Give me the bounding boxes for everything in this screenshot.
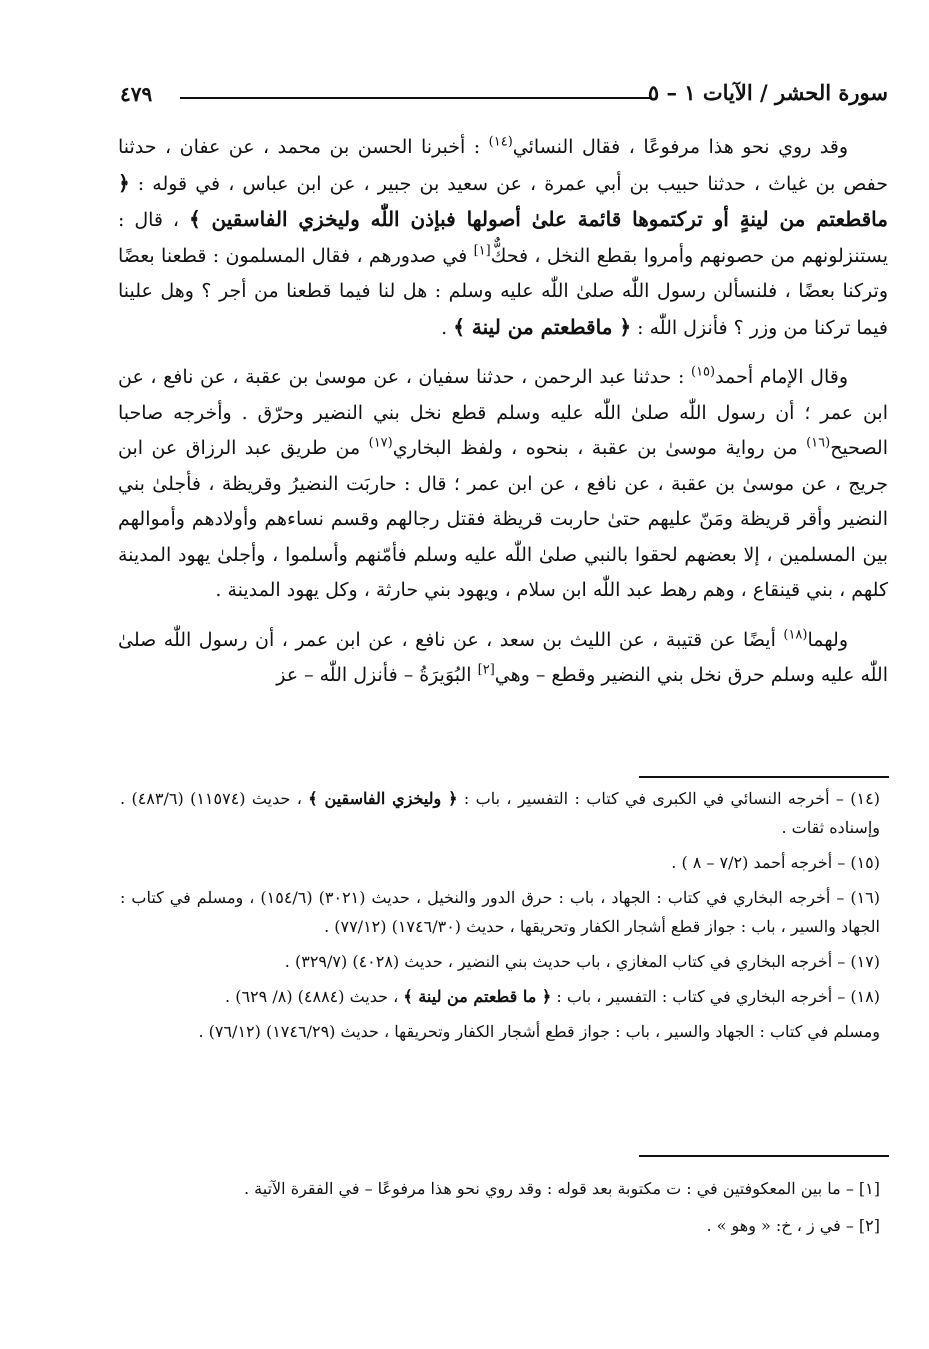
text-run: ومسلم في كتاب : الجهاد والسير ، باب : جواز قطع أشجار الكفار وتحريقها ، حديث (١٧٤٦/٢٩) (٧٦/١٢) . [198,1022,880,1041]
text-run: من رواية موسىٰ بن عقبة ، بنحوه ، ولفظ البخاري [392,437,807,459]
textual-variants [120,1174,880,1248]
header-rule [180,97,650,99]
text-run: (١٧) – أخرجه البخاري في كتاب المغازي ، باب حديث بني النضير ، حديث (٤٠٢٨) (٣٢٩/٧) . [284,952,880,971]
text-run: (١٦) – أخرجه البخاري في كتاب : الجهاد ، باب : حرق الدور والنخيل ، حديث (٣٠٢١) (١٥٤/٦) ، ومسلم في كتاب : الجهاد والسير ، باب : جواز قطع أشجار الكفار وتحريقها ، حديث (١٧٤٦/٣٠) (٧٧/١٢) . [120,888,881,936]
text-run: (١٤) – أخرجه النسائي في الكبرى في كتاب : التفسير ، باب : [457,789,880,808]
footnote [120,1017,880,1046]
quran-verse: ﴿ وليخزي الفاسقين ﴾ [308,789,458,808]
text-run: : حدثنا عبد الرحمن ، حدثنا سفيان ، عن موسىٰ بن عقبة ، عن نافع ، عن ابن عمر ؛ أن رسول اللّٰه صلىٰ اللّٰه عليه وسلم قطع نخل بني النضير وحرّق . وأخرجه صاحبا الصحيح [118,366,889,459]
surah-title: سورة الحشر / الآيات ١ – ٥ [647,80,888,105]
paragraph [118,623,888,694]
variant-note: [٢] – في ز ، خ: « وهو » . [706,1216,880,1235]
quran-verse: ﴿ ماقطعتم من لينةٍ أو تركتموها قائمة علىٰ أصولها فبإذن اللّٰه وليخزي الفاسقين ﴾ [118,170,888,231]
text-run: وقد روي نحو هذا مرفوعًا ، فقال النسائي [512,136,848,158]
variant-note: [١] – ما بين المعكوفتين في : ت مكتوبة بعد قوله : وقد روي نحو هذا مرفوعًا – في الفقرة الآتية . [244,1179,880,1198]
footnote [120,848,880,877]
page-number: ٤٧٩ [120,82,153,106]
footnote [120,982,880,1011]
paragraph [118,360,888,609]
footnote [120,947,880,976]
quran-verse: ﴿ ما قطعتم من لينة ﴾ [403,987,552,1006]
footnote-ref[interactable]: (١٧) [368,435,393,451]
text-run: في صدورهم ، فقال المسلمون : قطعنا بعضًا وتركنا بعضًا ، فلنسألن رسول اللّٰه صلىٰ اللّٰه عليه وسلم : هل لنا فيما قطعنا من أجر ؟ وهل علينا فيما تركنا من وزر ؟ فأنزل اللّٰه : [118,244,888,339]
text-run: أيضًا عن قتيبة ، عن الليث بن سعد ، عن نافع ، عن ابن عمر ، أن رسول اللّٰه صلىٰ اللّٰه عليه وسلم حرق نخل بني النضير وقطع – وهي [118,628,888,686]
text-run: من طريق عبد الرزاق عن ابن جريج ، عن موسىٰ بن عقبة ، عن نافع ، عن ابن عمر ؛ قال : حاربَت النضيرُ وقريظة ، فأجلىٰ بني النضير وأقر قريظة ومَنّ عليهم حتىٰ حاربت قريظة فقتل رجالهم وقسم نساءهم وأولادهم وأموالهم بين المسلمين ، إلا بعضهم لحقوا بالنبي صلىٰ اللّٰه عليه وسلم فأمّنهم وأسلموا ، وأجلىٰ يهود المدينة كلهم ، بني قينقاع ، وهم رهط عبد اللّٰه ابن سلام ، ويهود بني حارثة ، وكل يهود المدينة . [118,437,888,601]
running-header [120,78,888,112]
footnote-ref[interactable]: (١٤) [488,134,513,150]
text-run: (١٥) – أخرجه أحمد (٧/٢ – ٨ ) . [671,853,880,872]
footnotes-divider [639,776,889,778]
text-run: ، حديث (٤٨٨٤) (٨/ ٦٢٩) . [225,987,404,1006]
text-run: : أخبرنا الحسن بن محمد ، عن عفان ، حدثنا حفص بن غياث ، حدثنا حبيب بن أبي عمرة ، عن سعيد بن جبير ، عن ابن عباس ، في قوله : [118,136,888,195]
text-run: وقال الإمام أحمد [715,366,848,388]
paragraph [118,130,888,346]
variant-ref[interactable]: [٢] [477,662,495,678]
text-run: البُوَيرَةُ – فأنزل اللّٰه – عز [276,664,478,686]
footnote [120,883,880,941]
main-text [118,130,888,708]
variant-ref[interactable]: [١] [473,243,491,259]
footnote [120,784,880,842]
footnotes [120,784,880,1052]
footnote-ref[interactable]: (١٨) [783,627,808,643]
text-run: . [441,316,454,339]
quran-verse: ﴿ ماقطعتم من لينة ﴾ [453,314,632,339]
variants-divider [639,1155,889,1157]
text-run: ، حديث (١١٥٧٤) (٤٨٣/٦) . وإسناده ثقات . [120,789,880,837]
text-run: ولهما [807,628,848,651]
text-run: (١٨) – أخرجه البخاري في كتاب : التفسير ، باب : [551,987,880,1006]
footnote-ref[interactable]: (١٦) [806,435,831,451]
text-run: ، قال : يستنزلونهم من حصونهم وأمروا بقطع النخل ، فحكٌّ [118,209,888,267]
footnote-ref[interactable]: (١٥) [691,364,716,380]
